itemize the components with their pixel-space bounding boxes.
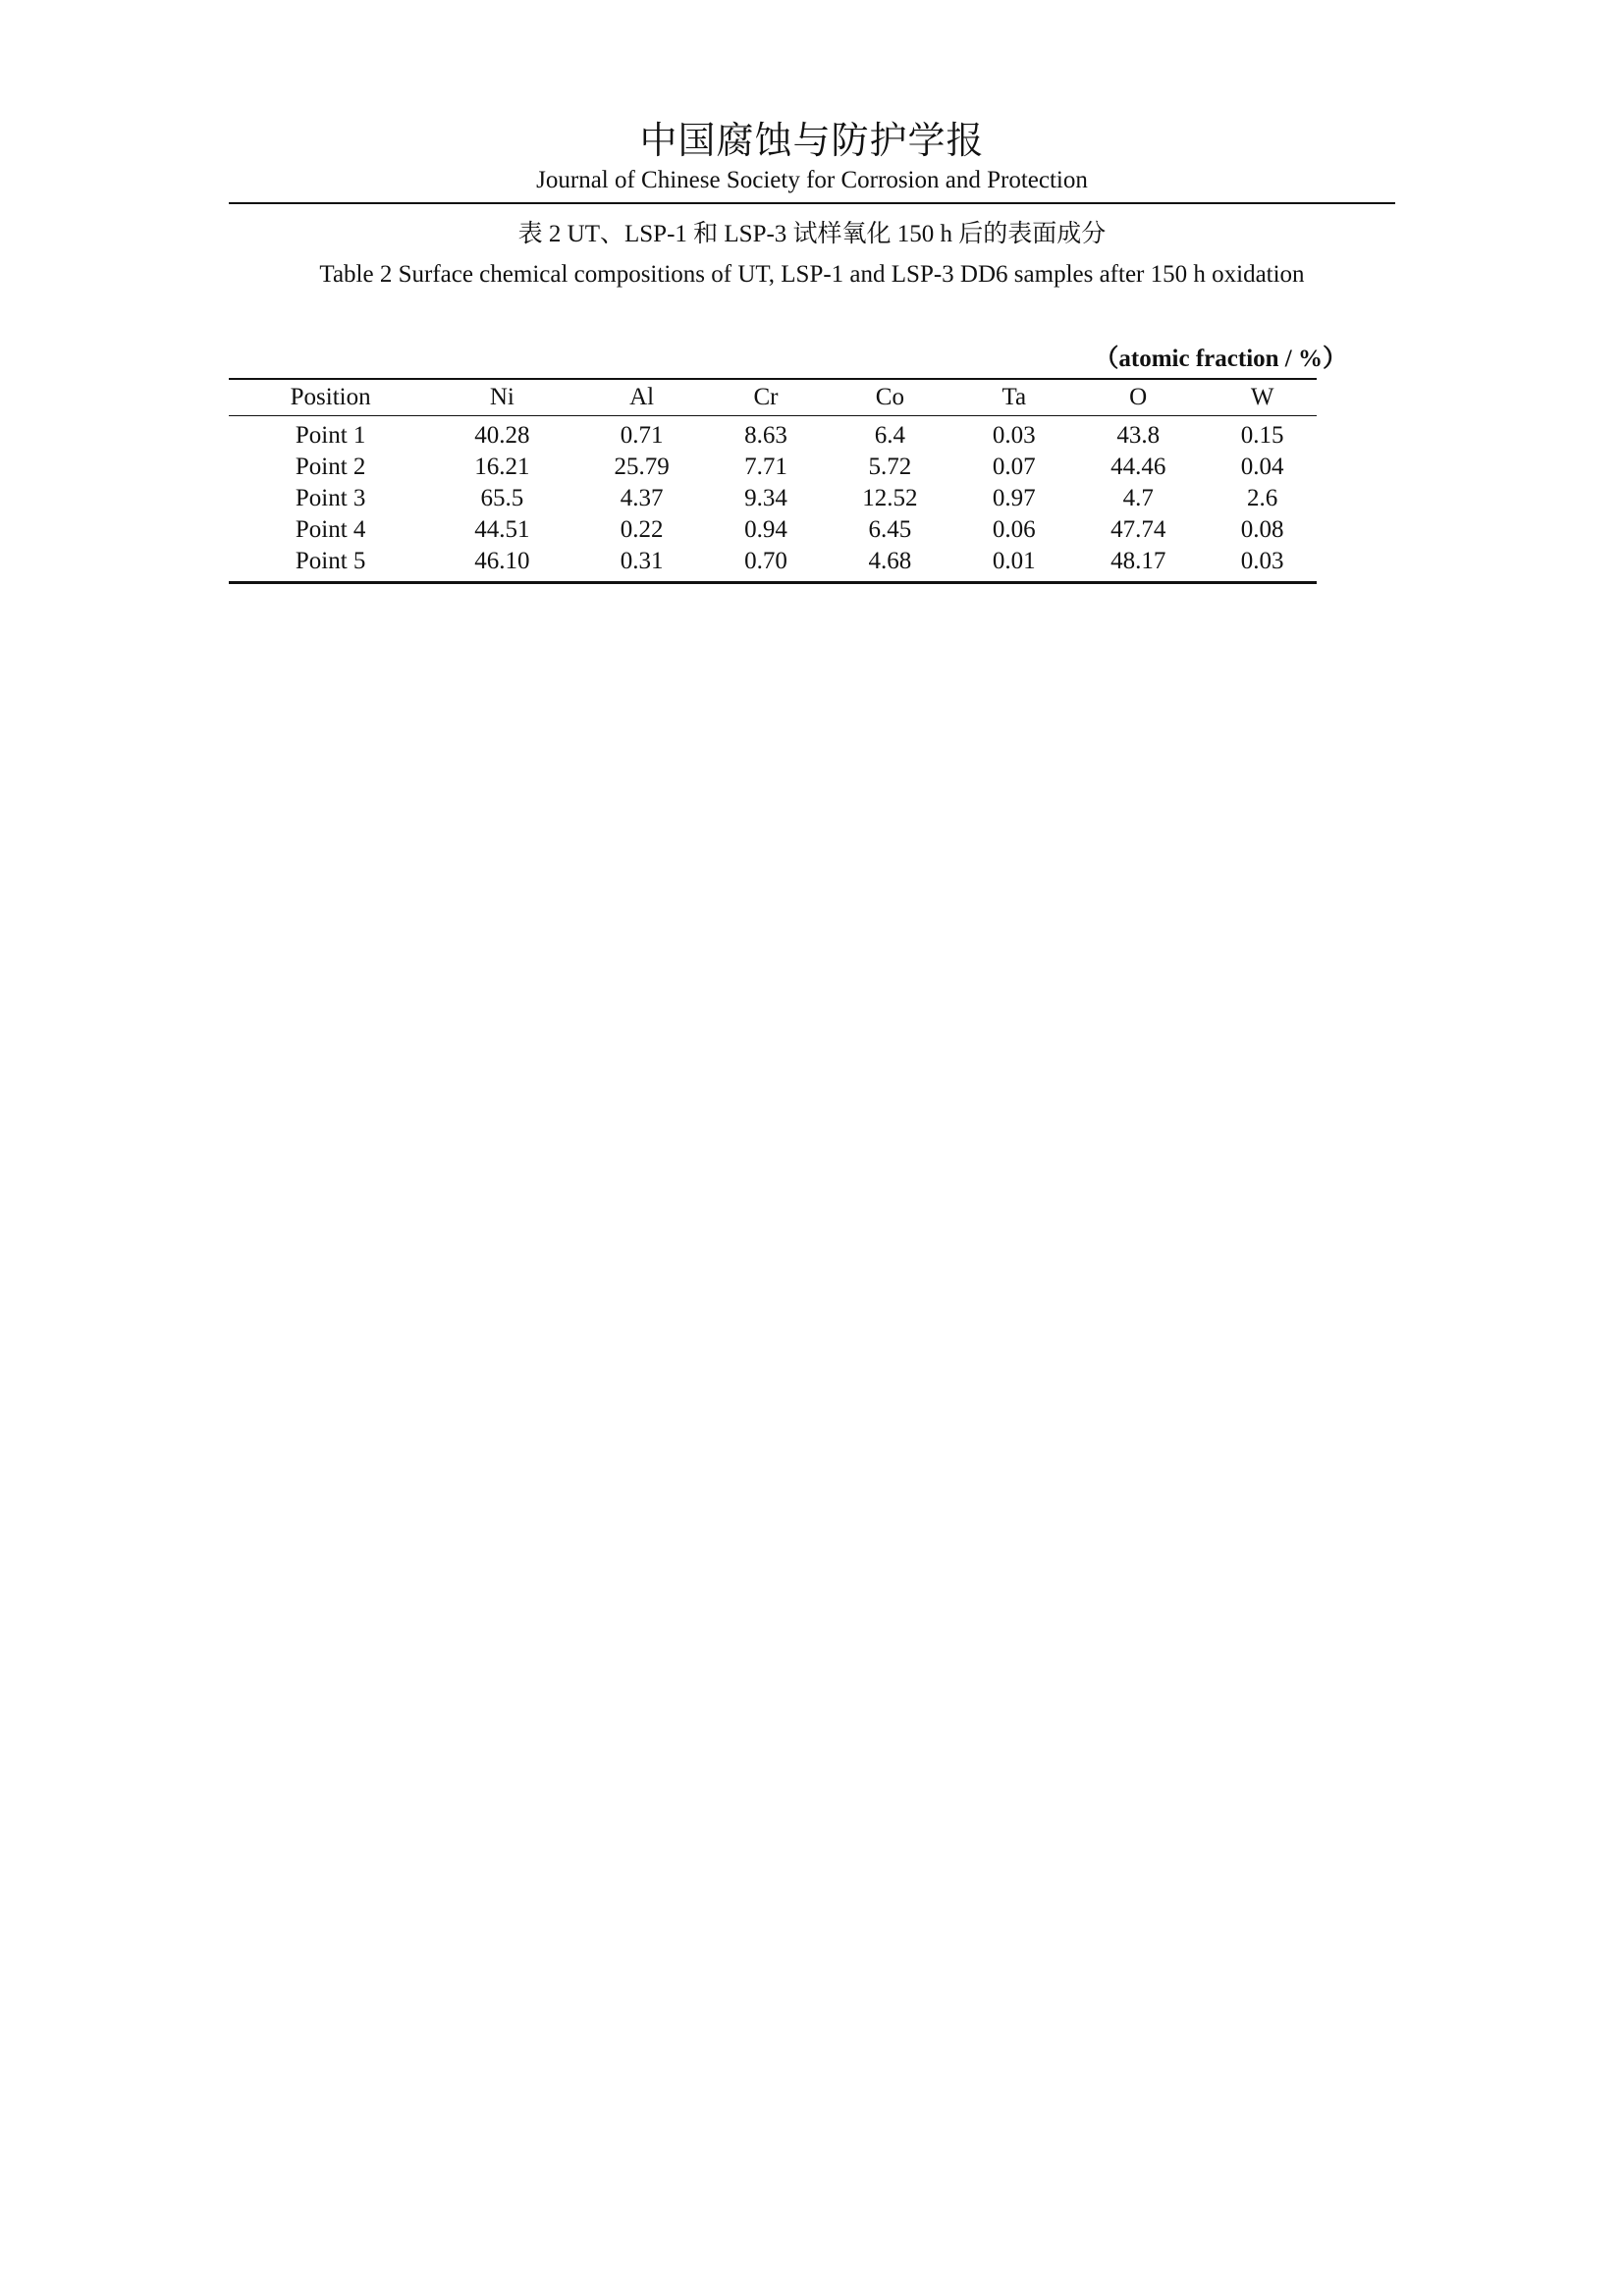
- table-cell: 0.03: [1208, 546, 1317, 583]
- table-cell: 0.07: [992, 454, 1036, 480]
- table-cell: 47.74: [1110, 516, 1166, 543]
- col-header-o: O: [1068, 379, 1208, 416]
- table-unit: （atomic fraction / %）: [1094, 346, 1347, 372]
- table-row: [229, 483, 1317, 514]
- table-cell: Point 2: [295, 454, 366, 480]
- table-cell: 4.68: [820, 546, 959, 583]
- table-cell: 0.97: [992, 485, 1036, 511]
- table-cell: 43.8: [1116, 422, 1161, 449]
- table-cell: 0.08: [1240, 516, 1284, 543]
- table-cell: 5.72: [868, 454, 912, 480]
- table-cell: Point 4: [295, 516, 366, 543]
- table-cell: 0.04: [1240, 454, 1284, 480]
- table-cell: 65.5: [480, 485, 524, 511]
- table-row: [229, 416, 1317, 453]
- composition-table: [229, 378, 1317, 584]
- table-header-row: [229, 379, 1317, 416]
- journal-title-en: Journal of Chinese Society for Corrosion and Protection: [536, 167, 1088, 193]
- table-cell: 48.17: [1068, 546, 1208, 583]
- table-cell: Point 1: [295, 422, 366, 449]
- table-cell: Point 5: [229, 546, 432, 583]
- table-cell: 6.45: [868, 516, 912, 543]
- table-row: [229, 452, 1317, 483]
- table-cell: 2.6: [1247, 485, 1278, 511]
- col-header-al: Al: [571, 379, 711, 416]
- table-cell: Point 3: [295, 485, 366, 511]
- table-cell: 46.10: [432, 546, 571, 583]
- table-cell: 44.51: [474, 516, 530, 543]
- table-cell: 0.06: [992, 516, 1036, 543]
- journal-title-cn: 中国腐蚀与防护学报: [639, 119, 985, 162]
- col-header-ta: Ta: [960, 379, 1069, 416]
- table-cell: 0.71: [620, 422, 664, 449]
- table-cell: 0.01: [960, 546, 1069, 583]
- table-cell: 4.7: [1122, 485, 1154, 511]
- table-cell: 40.28: [474, 422, 530, 449]
- header-rule: [229, 202, 1395, 204]
- col-header-cr: Cr: [712, 379, 821, 416]
- table-cell: 4.37: [620, 485, 664, 511]
- table-cell: 0.03: [992, 422, 1036, 449]
- table-cell: 7.71: [744, 454, 787, 480]
- table-cell: 44.46: [1110, 454, 1166, 480]
- table-caption-cn: 表 2 UT、LSP-1 和 LSP-3 试样氧化 150 h 后的表面成分: [517, 221, 1107, 247]
- table-caption-en: Table 2 Surface chemical compositions of UT, LSP-1 and LSP-3 DD6 samples after 150 h oxidation: [319, 261, 1305, 288]
- table-cell: 0.22: [620, 516, 664, 543]
- table-row: [229, 514, 1317, 546]
- col-header-w: W: [1208, 379, 1317, 416]
- table-cell: 8.63: [744, 422, 787, 449]
- table-cell: 16.21: [474, 454, 530, 480]
- table-cell: 0.15: [1240, 422, 1284, 449]
- table-cell: 0.70: [712, 546, 821, 583]
- table-cell: 0.31: [571, 546, 711, 583]
- col-header-ni: Ni: [432, 379, 571, 416]
- table-cell: 25.79: [614, 454, 670, 480]
- table-cell: 6.4: [874, 422, 906, 449]
- col-header-co: Co: [820, 379, 959, 416]
- table-row: [229, 546, 1317, 583]
- table-cell: 12.52: [862, 485, 918, 511]
- col-header-position: Position: [229, 379, 432, 416]
- table-cell: 0.94: [744, 516, 787, 543]
- table-cell: 9.34: [744, 485, 787, 511]
